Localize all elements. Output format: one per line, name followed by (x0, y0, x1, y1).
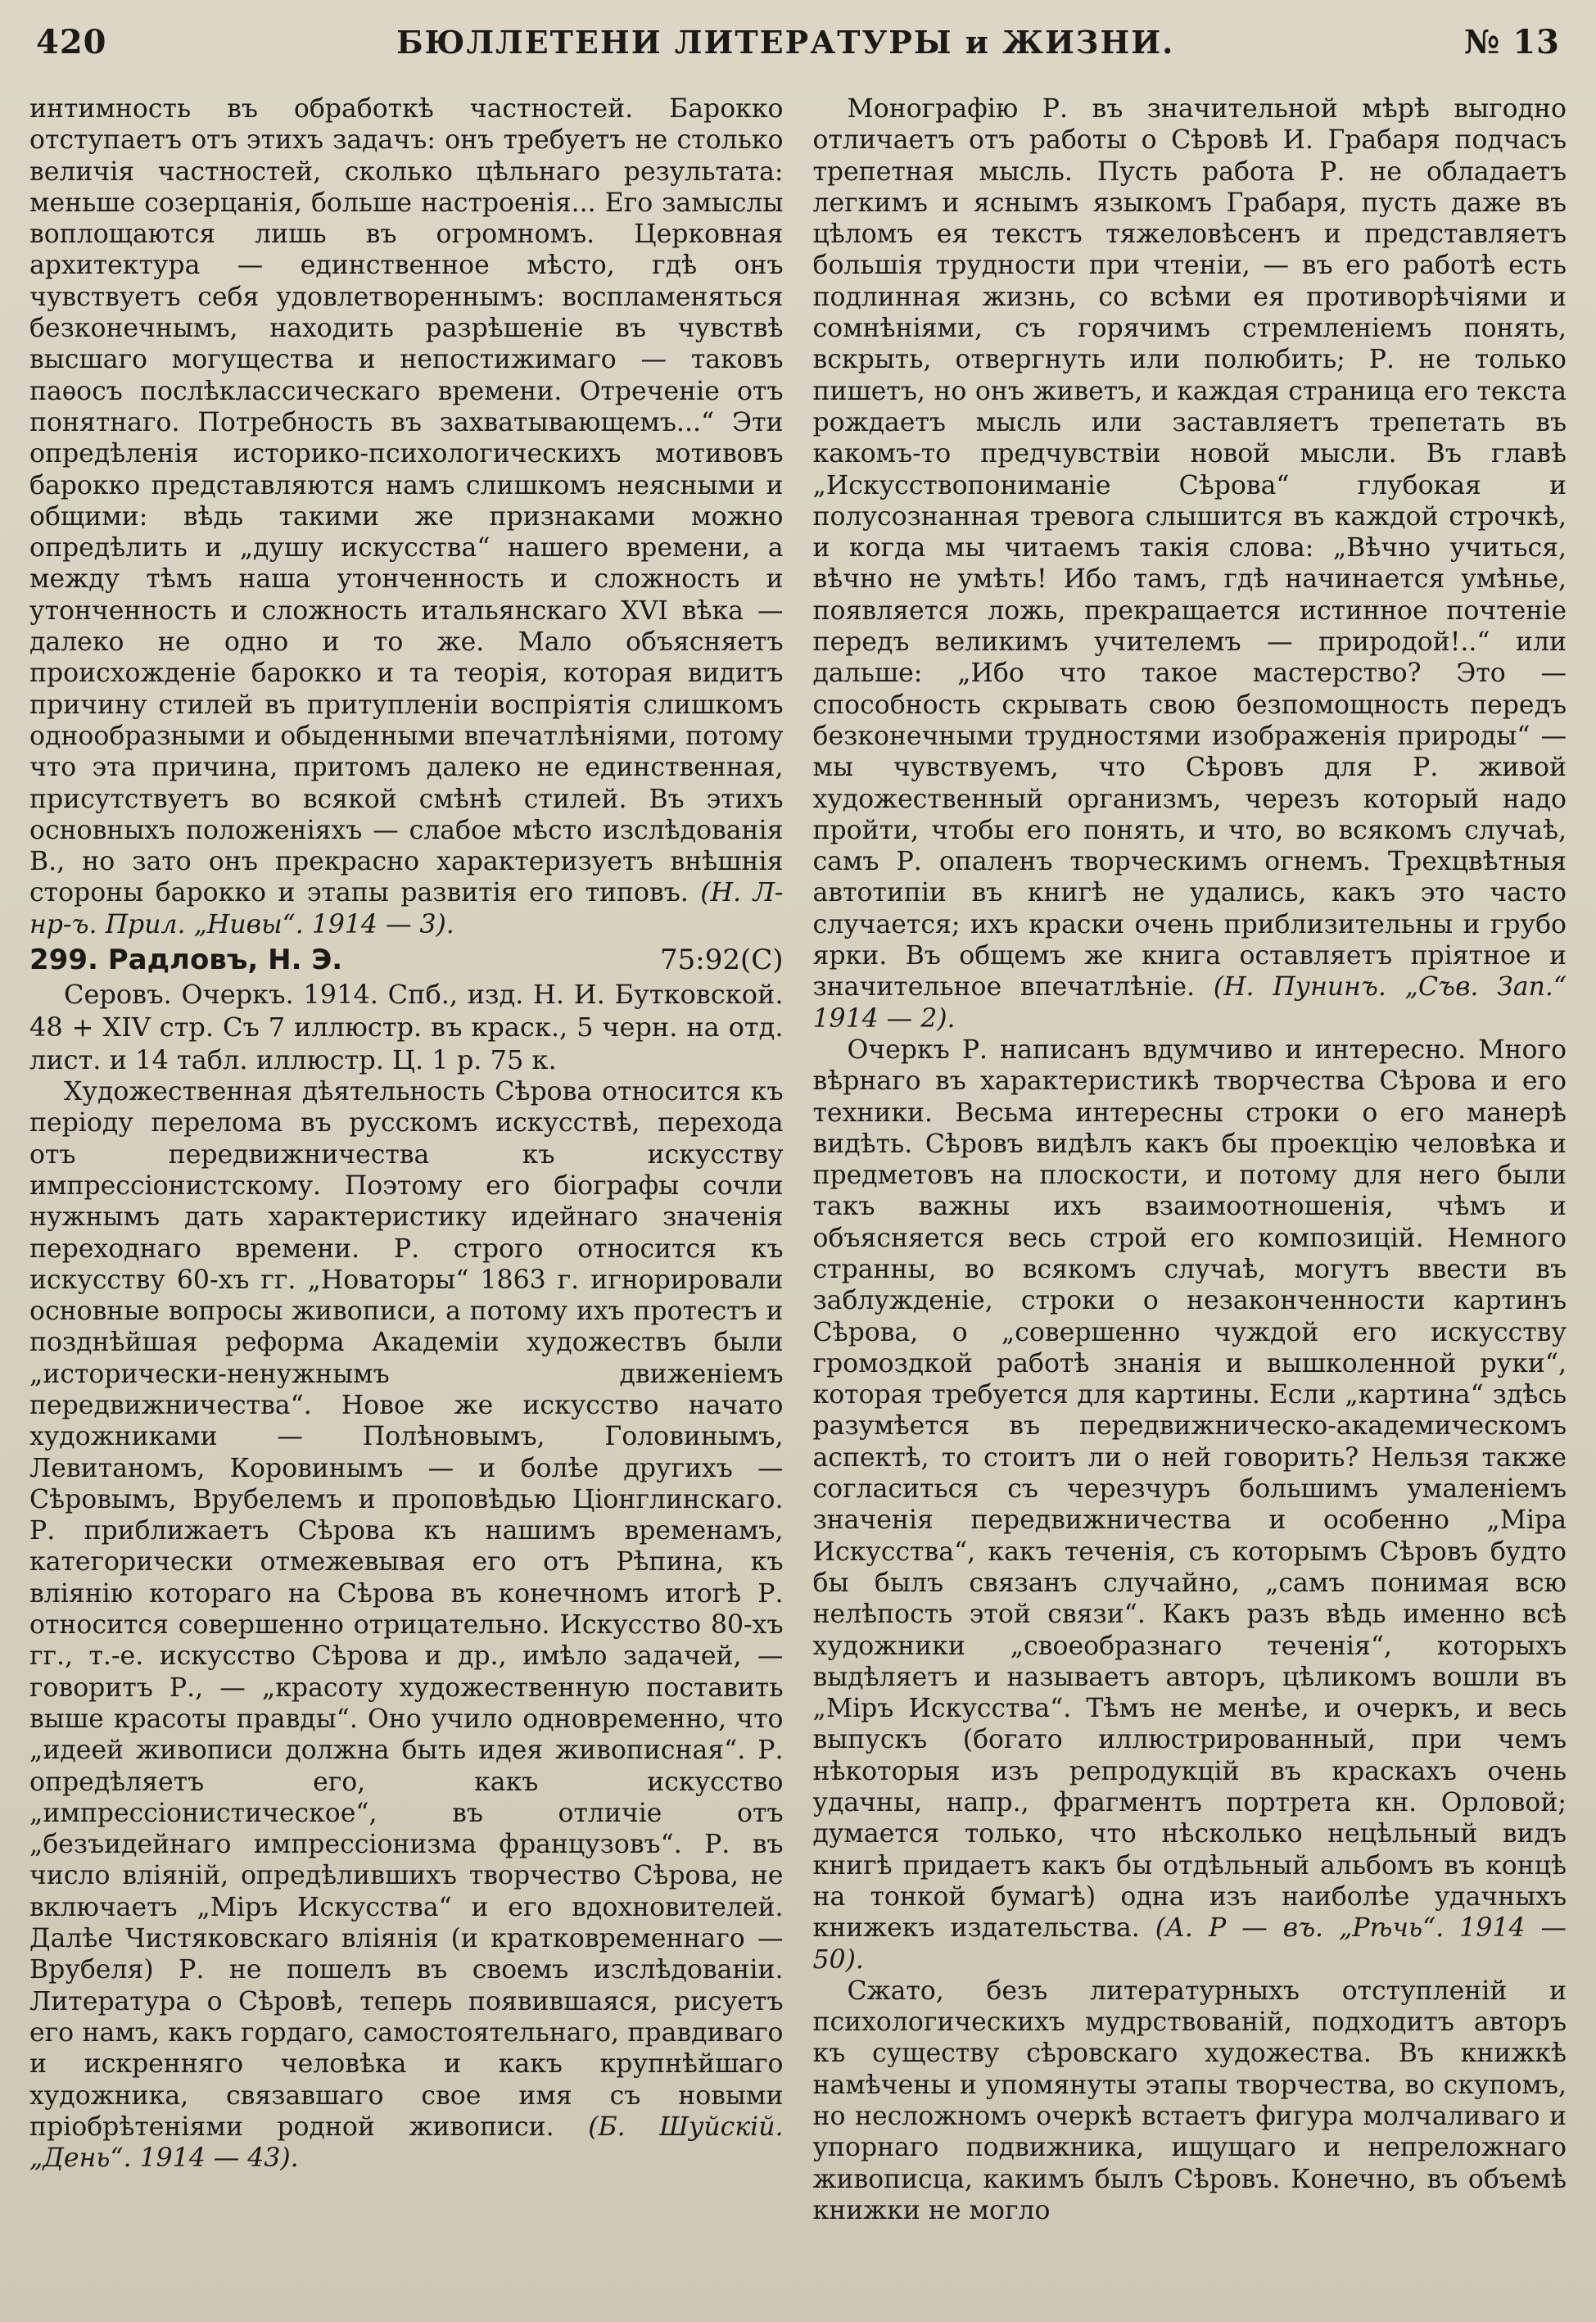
left-paragraph-2 (29, 1076, 784, 2174)
right-paragraph-1-text: Монографію Р. въ значительной мѣрѣ выгодно отличаетъ отъ работы о Сѣровѣ И. Грабаря подчасъ трепетная мысль. Пусть работа Р. не обладаетъ легкимъ и яснымъ языкомъ Грабаря, пусть даже въ цѣломъ ея текстъ тяжеловѣсенъ и представляетъ большія трудности при чтеніи, — въ его работѣ есть подлинная жизнь, со всѣми ея противорѣчіями и сомнѣніями, съ горячимъ стремленіемъ понять, вскрыть, отвергнуть или полюбить; Р. не только пишетъ, но онъ живетъ, и каждая страница его текста рождаетъ мысль или заставляетъ трепетать въ какомъ-то предчувствіи новой мысли. Въ главѣ „Искусствопониманіе Сѣрова“ глубокая и полусознанная тревога слышится въ каждой строчкѣ, и когда мы читаемъ такія слова: „Вѣчно учиться, вѣчно не умѣть! Ибо тамъ, гдѣ начинается умѣнье, появляется ложь, прекращается истинное почтеніе передъ великимъ учителемъ — природой!..“ или дальше: „Ибо что такое мастерство? Это — способность скрывать свою безпомощность передъ безконечными трудностями изображенія природы“ — мы чувствуемъ, что Сѣровъ для Р. живой художественный организмъ, черезъ который надо пройти, чтобы его понять, и что, во всякомъ случаѣ, самъ Р. опаленъ творческимъ огнемъ. Трехцвѣтныя автотипіи въ книгѣ не удались, какъ это часто случается; ихъ краски очень приблизительны и грубо ярки. Въ общемъ же книга оставляетъ пріятное и значительное впечатлѣніе. (812, 94, 1567, 1003)
entry-heading (29, 942, 784, 978)
left-paragraph-1 (29, 93, 784, 940)
right-paragraph-1-source: (Н. Пунинъ. „Съв. Зап.“ 1914 — 2). (812, 972, 1567, 1034)
right-column (813, 93, 1567, 2226)
right-paragraph-3: Сжато, безъ литературныхъ отступленій и психологическихъ мудрствованій, подходитъ авторъ къ существу сѣровскаго художества. Въ книжкѣ намѣчены и упомянуты этапы творчества, во скупомъ, но несложномъ очеркѣ встаетъ фигура молчаливаго и упорнаго подвижника, ищущаго и непреложнаго живописца, какимъ былъ Сѣровъ. Конечно, въ объемѣ книжки не могло (812, 1976, 1567, 2225)
entry-bibliographic-description: Серовъ. Очеркъ. 1914. Спб., изд. Н. И. Бутковской. 48 + XIV стр. Съ 7 иллюстр. въ краск., 5 черн. на отд. лист. и 14 табл. иллюстр. Ц. 1 р. 75 к. (29, 979, 784, 1076)
right-paragraph-1 (813, 93, 1567, 1034)
page-number: 420 (36, 23, 107, 61)
left-paragraph-2-text: Художественная дѣятельность Сѣрова относится къ періоду перелома въ русскомъ искусствѣ, перехода отъ передвижничества къ искусству импрессіонистскому. Поэтому его біографы сочли нужнымъ дать характеристику идейнаго значенія переходнаго времени. Р. строго относится къ искусству 60-хъ гг. „Новаторы“ 1863 г. игнорировали основные вопросы живописи, а потому ихъ протестъ и позднѣйшая реформа Академіи художествъ были „исторически-ненужнымъ движеніемъ передвижничества“. Новое же искусство начато художниками — Полѣновымъ, Головинымъ, Левитаномъ, Коровинымъ — и болѣе другихъ — Сѣровымъ, Врубелемъ и проповѣдью Ціонглинскаго. Р. приближаетъ Сѣрова къ нашимъ временамъ, категорически отмежевывая его отъ Рѣпина, къ вліянію котораго на Сѣрова въ конечномъ итогѣ Р. относится совершенно отрицательно. Искусство 80-хъ гг., т.-е. искусство Сѣрова и др., имѣло задачей, — говоритъ Р., — „красоту художественную поставить выше красоты правды“. Оно учило одновременно, что „идеей живописи должна быть идея живописная“. Р. опредѣляетъ его, какъ искусство „импрессіонистическое“, въ отличіе отъ „безъидейнаго импрессіонизма французовъ“. Р. въ число вліяній, опредѣлившихъ творчество Сѣрова, не включаетъ „Міръ Искусства“ и его вдохновителей. Далѣе Чистяковскаго вліянія (и кратковременнаго — Врубеля) Р. не пошелъ въ своемъ изслѣдованіи. Литература о Сѣровѣ, теперь появившаяся, рисуетъ его намъ, какъ гордаго, самостоятельнаго, правдиваго и искренняго человѣка и какъ крупнѣйшаго художника, связавшаго свое имя съ новыми пріобрѣтеніями родной живописи. (29, 1077, 784, 2142)
entry-number-author: 299. Радловъ, Н. Э. (29, 944, 343, 977)
right-paragraph-2-text: Очеркъ Р. написанъ вдумчиво и интересно. Много вѣрнаго въ характеристикѣ творчества Сѣрова и его техники. Весьма интересны строки о его манерѣ видѣть. Сѣровъ видѣлъ какъ бы проекцію человѣка и предметовъ на плоскости, и потому для него были такъ важны ихъ взаимоотношенія, чѣмъ и объясняется весь строй его композицій. Немного странны, во всякомъ случаѣ, могутъ ввести въ заблужденіе, строки о незаконченности картинъ Сѣрова, о „совершенно чуждой его искусству громоздкой работѣ знанія и вышколенной руки“, которая требуется для картины. Если „картина“ здѣсь разумѣется въ передвижническо-академическомъ аспектѣ, то стоитъ ли о ней говорить? Нельзя также согласиться съ черезчуръ большимъ умаленіемъ значенія передвижничества и особенно „Міра Искусства“, какъ теченія, съ которымъ Сѣровъ будто бы былъ связанъ случайно, „самъ понимая всю нелѣпость этой связи“. Какъ разъ вѣдь именно всѣ художники „своеобразнаго теченія“, которыхъ выдѣляетъ и называетъ авторъ, цѣликомъ вошли въ „Міръ Искусства“. Тѣмъ не менѣе, и очеркъ, и весь выпускъ (богато иллюстрированный, при чемъ нѣкоторыя изъ репродукцій въ краскахъ очень удачны, напр., фрагментъ портрета кн. Орловой; думается только, что нѣсколько нецѣльный видъ книгѣ придаетъ какъ бы отдѣльный альбомъ въ концѣ на тонкой бумагѣ) одна изъ наиболѣе удачныхъ книжекъ издательства. (812, 1034, 1567, 1944)
right-paragraph-2-source: (А. Р — въ. „Рѣчь“. 1914 — 50). (812, 1913, 1567, 1975)
text-columns (29, 93, 1567, 2226)
issue-number: № 13 (1463, 23, 1560, 61)
journal-title: БЮЛЛЕТЕНИ ЛИТЕРАТУРЫ и ЖИЗНИ. (396, 24, 1175, 61)
running-head (29, 23, 1567, 80)
left-column (29, 93, 784, 2226)
entry-classification-code: 75:92(С) (659, 944, 784, 977)
left-paragraph-1-text: интимность въ обработкѣ частностей. Барокко отступаетъ отъ этихъ задачъ: онъ требуетъ не столько величія частностей, сколько цѣльнаго результата: меньше созерцанія, больше настроенія... Его замыслы воплощаются лишь въ огромномъ. Церковная архитектура — единственное мѣсто, гдѣ онъ чувствуетъ себя удовлетвореннымъ: воспламеняться безконечнымъ, находить разрѣшеніе въ чувствѣ высшаго могущества и непостижимаго — таковъ паѳосъ послѣклассическаго времени. Отреченіе отъ понятнаго. Потребность въ захватывающемъ...“ Эти опредѣленія историко-психологическихъ мотивовъ барокко представляются намъ слишкомъ неясными и общими: вѣдь такими же признаками можно опредѣлить и „душу искусства“ нашего времени, а между тѣмъ наша утонченность и сложность и утонченность и сложность итальянскаго XVI вѣка — далеко не одно и то же. Мало объясняетъ происхожденіе барокко и та теорія, которая видитъ причину стилей въ притупленіи воспріятія слишкомъ однообразными и обыденными впечатлѣніями, потому что эта причина, притомъ далеко не единственная, присутствуетъ во всякой смѣнѣ стилей. Въ этихъ основныхъ положеніяхъ — слабое мѣсто изслѣдованія В., но зато онъ прекрасно характеризуетъ внѣшнія стороны барокко и этапы развитія его типовъ. (29, 94, 784, 908)
left-paragraph-1-source: (Н. Л-нр-ъ. Прил. „Нивы“. 1914 — 3). (29, 878, 784, 939)
right-paragraph-2 (813, 1034, 1567, 1976)
left-paragraph-2-source: (Б. Шуйскій. „День“. 1914 — 43). (29, 2112, 784, 2174)
